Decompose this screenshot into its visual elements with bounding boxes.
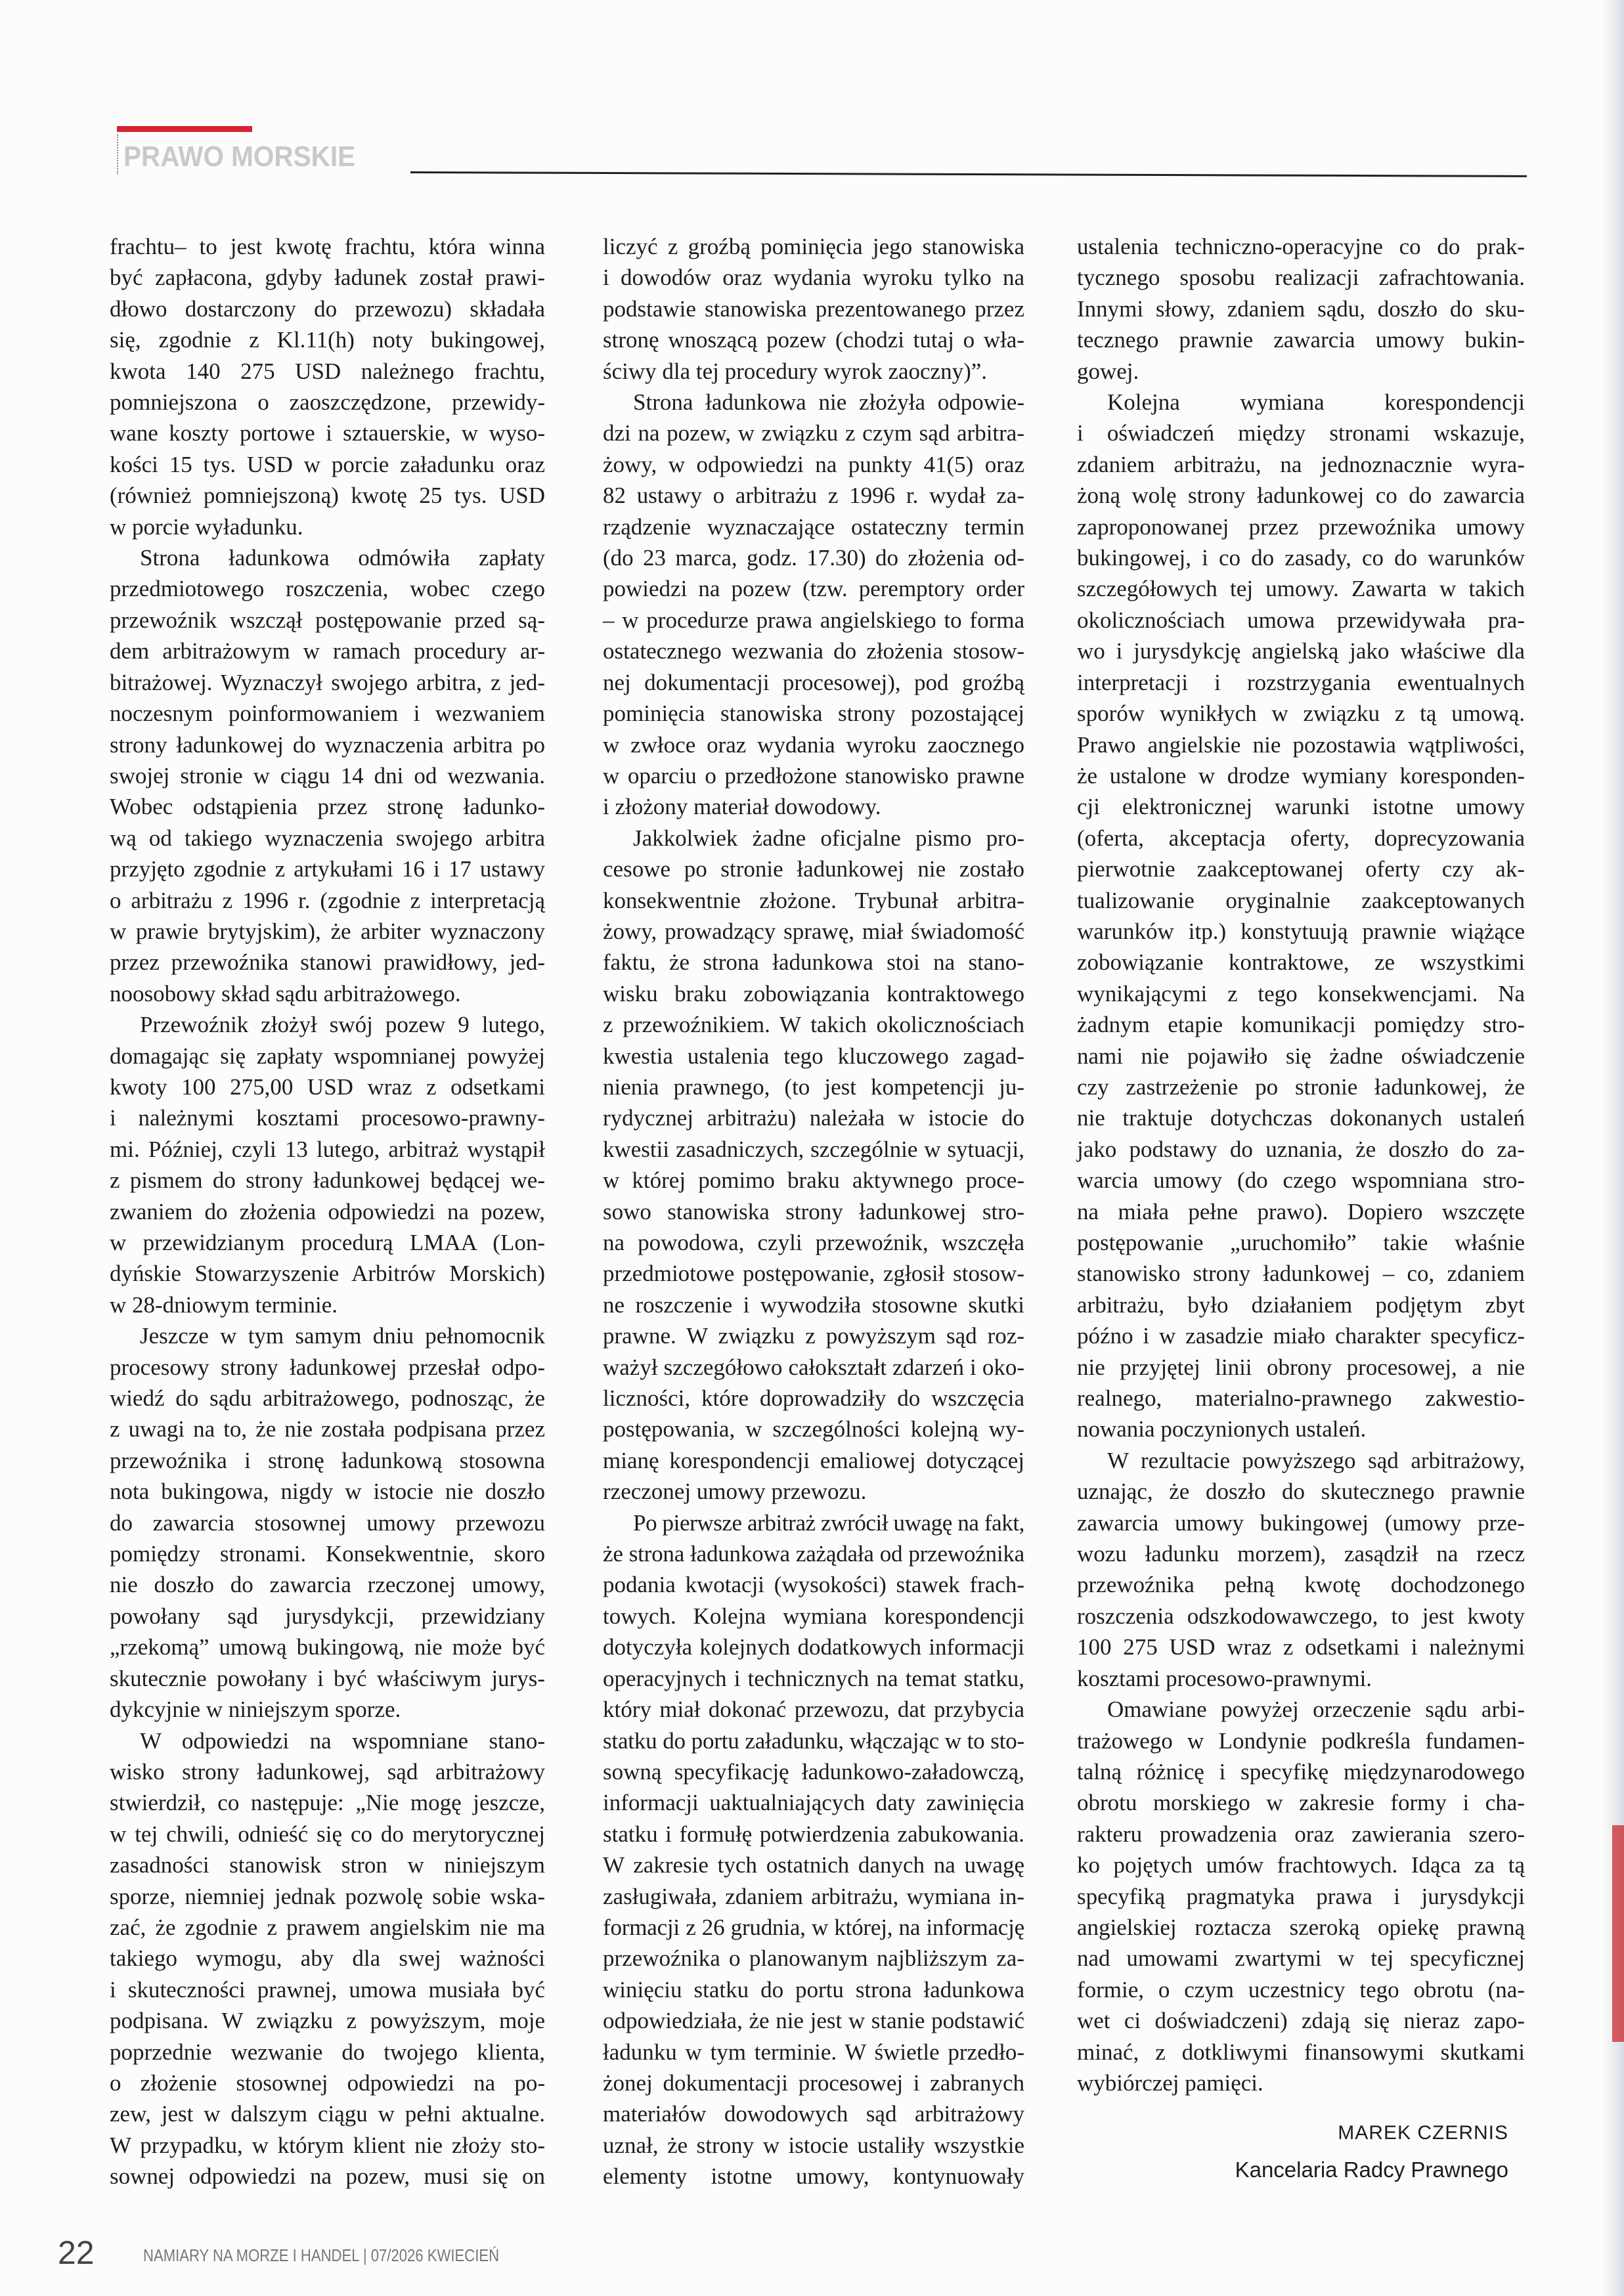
- text-line: dykcyjnie w niniejszym sporze.: [110, 1697, 401, 1723]
- text-line: wo i jurysdykcję angielską jako właściwe dla: [1077, 638, 1525, 664]
- text-line: i należnymi kosztami procesowo-prawny-: [110, 1105, 545, 1131]
- text-line: który miał dokonać przewozu, dat przybycia: [603, 1697, 1024, 1723]
- paragraph: [603, 387, 1024, 823]
- text-line: frachtu– to jest kwotę frachtu, która winna: [110, 234, 545, 259]
- text-line: sowo stanowiska strony ładunkowej stro-: [603, 1198, 1024, 1224]
- text-line: w zwłoce oraz wydania wyroku zaocznego: [603, 731, 1024, 758]
- text-line: podpisana. W związku z powyższym, moje: [110, 2008, 545, 2034]
- text-line: się, zgodnie z Kl.11(h) noty bukingowej,: [110, 327, 545, 353]
- text-line: W odpowiedzi na wspomniane stano-: [140, 1727, 545, 1754]
- text-line: w prawie brytyjskim), że arbiter wyznaczony: [110, 918, 545, 944]
- text-line: „rzekomą” umową bukingową, nie może być: [110, 1634, 545, 1660]
- text-line: późno i w zasadzie miało charakter specyficz-: [1077, 1323, 1525, 1349]
- text-line: w przewidzianym procedurą LMAA (Lon-: [110, 1230, 545, 1255]
- text-line: dem arbitrażowym w ramach procedury ar-: [110, 638, 545, 664]
- text-line: o arbitrażu z 1996 r. (zgodnie z interpretacją: [110, 887, 545, 913]
- text-line: ładunku w tym terminie. W świetle przedło-: [603, 2039, 1024, 2065]
- text-line: podania kwotacji (wysokości) stawek frach-: [603, 1572, 1024, 1598]
- text-line: i złożony materiał dowodowy.: [603, 794, 881, 820]
- text-line: domagając się zapłaty wspomnianej powyżej: [110, 1043, 545, 1069]
- text-line: wynikającymi z tego konsekwencjami. Na: [1077, 980, 1525, 1007]
- text-line: rządzenie wyznaczające ostateczny termin: [603, 513, 1024, 540]
- text-line: zać, że zgodnie z prawem angielskim nie ma: [110, 1914, 545, 1940]
- text-line: stwierdził, co następuje: „Nie mogę jeszcze,: [110, 1790, 545, 1816]
- text-line: noczesnym poinformowaniem i wezwaniem: [110, 701, 545, 727]
- text-line: postępowanie „uruchomiło” takie właśnie: [1077, 1230, 1525, 1255]
- text-line: żadnym etapie komunikacji pomiędzy stro-: [1077, 1012, 1525, 1038]
- text-line: wozu ładunku morzem), zasądził na rzecz: [1077, 1541, 1525, 1567]
- text-line: i dowodów oraz wydania wyroku tylko na: [603, 265, 1024, 291]
- text-line: do zawarcia stosownej umowy przewozu: [110, 1509, 545, 1536]
- text-line: nienia prawnego, (to jest kompetencji ju-: [603, 1073, 1024, 1100]
- text-line: rzeczonej umowy przewozu.: [603, 1479, 867, 1505]
- text-line: obrotu morskiego w zakresie formy i cha-: [1077, 1790, 1525, 1816]
- article-column-2: [603, 231, 1024, 2192]
- text-line: mi. Później, czyli 13 lutego, arbitraż wystąpił: [110, 1136, 545, 1162]
- text-line: przewoźnika o planowanym najbliższym za-: [603, 1945, 1024, 1972]
- text-line: liczności, które doprowadziły do wszczęcia: [603, 1385, 1024, 1412]
- text-line: ne roszczenie i wywodziła stosowne skutki: [603, 1291, 1024, 1318]
- text-line: powiedzi na pozew (tzw. peremptory order: [603, 576, 1024, 602]
- text-line: przyjęto zgodnie z artykułami 16 i 17 ustawy: [110, 856, 545, 882]
- text-line: rakteru prowadzenia oraz zawierania szero-: [1077, 1821, 1525, 1847]
- text-line: wisku braku zobowiązania kontraktowego: [603, 980, 1024, 1007]
- text-line: że strona ładunkowa zażądała od przewoźnika: [603, 1541, 1024, 1567]
- page-edge-shadow: [1602, 0, 1624, 2296]
- text-line: kwestia ustalenia tego kluczowego zagad-: [603, 1043, 1024, 1069]
- text-line: z przewoźnikiem. W takich okolicznościach: [603, 1012, 1024, 1038]
- text-line: zwaniem do złożenia odpowiedzi na pozew,: [110, 1198, 545, 1224]
- text-line: Przewoźnik złożył swój pozew 9 lutego,: [140, 1012, 545, 1038]
- header-rule: [410, 171, 1527, 177]
- text-line: zaproponowanej przez przewoźnika umowy: [1077, 513, 1525, 540]
- text-line: W rezultacie powyższego sąd arbitrażowy,: [1107, 1447, 1525, 1473]
- text-line: winięciu statku do portu strona ładunkowa: [603, 1976, 1024, 2003]
- text-line: zasługiwała, zdaniem arbitrażu, wymiana in-: [603, 1883, 1024, 1909]
- text-line: żoną wolę strony ładunkowej co do zawarcia: [1077, 483, 1525, 509]
- text-line: ściwy dla tej procedury wyrok zaoczny)”.: [603, 358, 988, 384]
- text-line: tycznego sposobu realizacji zafrachtowania.: [1077, 265, 1525, 291]
- text-line: prawne. W związku z powyższym sąd roz-: [603, 1323, 1024, 1349]
- text-line: informacji uaktualniających daty zawinięcia: [603, 1790, 1024, 1816]
- text-line: (również pomniejszoną) kwotę 25 tys. USD: [110, 483, 545, 509]
- text-line: nej dokumentacji procesowej), pod groźbą: [603, 669, 1024, 695]
- text-line: bukingowej, i co do zasady, co do warunków: [1077, 545, 1525, 571]
- text-line: być zapłacona, gdyby ładunek został prawi-: [110, 265, 545, 291]
- text-line: Strona ładunkowa odmówiła zapłaty: [140, 545, 545, 571]
- text-line: towych. Kolejna wymiana korespondencji: [603, 1603, 1024, 1629]
- text-line: konsekwentnie złożone. Trybunał arbitra-: [603, 887, 1024, 913]
- text-line: liczyć z groźbą pominięcia jego stanowiska: [603, 234, 1024, 259]
- text-line: na miała pełne prawo). Dopiero wszczęte: [1077, 1198, 1525, 1224]
- publication-info: NAMIARY NA MORZE I HANDEL | 07/2026 KWIECIEŃ: [143, 2245, 500, 2265]
- text-line: uznając, że doszło do skutecznego prawnie: [1077, 1479, 1525, 1505]
- paragraph: [110, 1320, 545, 1725]
- text-line: ko pojętych umów frachtowych. Idąca za tą: [1077, 1852, 1525, 1878]
- paragraph: [110, 1009, 545, 1320]
- text-line: takiego wymogu, aby dla swej ważności: [110, 1945, 545, 1972]
- text-line: przedmiotowe postępowanie, zgłosił stosow-: [603, 1261, 1024, 1287]
- text-line: pominięcia stanowiska strony pozostającej: [603, 701, 1024, 727]
- text-line: rydycznej arbitrażu) należała w istocie do: [603, 1105, 1024, 1131]
- text-line: (do 23 marca, godz. 17.30) do złożenia od-: [603, 545, 1024, 571]
- text-line: pomiędzy stronami. Konsekwentnie, skoro: [110, 1541, 545, 1567]
- text-line: zasadności stanowisk stron w niniejszym: [110, 1852, 545, 1878]
- text-line: kosztami procesowo-prawnymi.: [1077, 1665, 1372, 1691]
- text-line: angielskiej roztacza szeroką opiekę prawną: [1077, 1914, 1525, 1940]
- text-line: na powodowa, czyli przewoźnik, wszczęła: [603, 1230, 1024, 1255]
- text-line: okolicznościach umowa przewidywała pra-: [1077, 607, 1525, 633]
- text-line: specyfiką pragmatyka prawa i jurysdykcji: [1077, 1883, 1525, 1909]
- text-line: kwestii zasadniczych, szczególnie w sytuacji,: [603, 1136, 1024, 1162]
- text-line: talną różnicę i specyfikę międzynarodowego: [1077, 1758, 1525, 1785]
- text-line: nota bukingowa, nigdy w istocie nie doszło: [110, 1479, 545, 1505]
- text-line: kości 15 tys. USD w porcie załadunku oraz: [110, 451, 545, 477]
- text-line: przez przewoźnika stanowi prawidłowy, jed-: [110, 949, 545, 976]
- text-line: dyńskie Stowarzyszenie Arbitrów Morskich): [110, 1261, 545, 1287]
- text-line: nowania poczynionych ustaleń.: [1077, 1416, 1367, 1442]
- text-line: wybiórczej pamięci.: [1077, 2069, 1263, 2096]
- text-line: faktu, że strona ładunkowa stoi na stano-: [603, 949, 1024, 976]
- text-line: zew, jest w dalszym ciągu w pełni aktualne.: [110, 2101, 545, 2127]
- text-line: kwoty 100 275,00 USD wraz z odsetkami: [110, 1073, 545, 1100]
- text-line: tecznego prawnie zawarcia umowy bukin-: [1077, 327, 1525, 353]
- text-line: wiedź do sądu arbitrażowego, podnosząc, że: [110, 1385, 545, 1412]
- text-line: wisko strony ładunkowej, sąd arbitrażowy: [110, 1758, 545, 1785]
- text-line: żonej dokumentacji procesowej i zabranych: [603, 2069, 1024, 2096]
- article-column-1: [110, 231, 545, 2192]
- text-line: cesowe po stronie ładunkowej nie zostało: [603, 856, 1024, 882]
- text-line: W zakresie tych ostatnich danych na uwagę: [603, 1852, 1024, 1878]
- text-line: wą od takiego wyznaczenia swojego arbitra: [110, 825, 545, 851]
- text-line: ostatecznego wezwania do złożenia stosow-: [603, 638, 1024, 664]
- text-line: procesowy strony ładunkowej przesłał odpo-: [110, 1354, 545, 1380]
- text-line: dłowo dostarczony do przewozu) składała: [110, 295, 545, 322]
- text-line: materiałów dowodowych sąd arbitrażowy: [603, 2101, 1024, 2127]
- text-line: swojej stronie w ciągu 14 dni od wezwania.: [110, 762, 545, 789]
- text-line: stanowisko strony ładunkowej – co, zdaniem: [1077, 1261, 1525, 1287]
- text-line: sownej odpowiedzi na pozew, musi się on: [110, 2163, 545, 2190]
- text-line: że ustalone w drodze wymiany koresponden-: [1077, 762, 1525, 789]
- text-line: ważył szczegółowo całokształt zdarzeń i oko-: [603, 1354, 1024, 1380]
- text-line: strony ładunkowej do wyznaczenia arbitra po: [110, 731, 545, 758]
- paragraph: [603, 1507, 1024, 2192]
- text-line: zobowiązanie kontraktowe, ze wszystkimi: [1077, 949, 1525, 976]
- text-line: formie, o czym uczestnicy tego obrotu (na-: [1077, 1976, 1525, 2003]
- paragraph: [603, 231, 1024, 387]
- text-line: powołany sąd jurysdykcji, przewidziany: [110, 1603, 545, 1629]
- text-line: w tej chwili, odnieść się co do merytorycznej: [110, 1821, 545, 1847]
- text-line: dzi na pozew, w związku z czym sąd arbitra-: [603, 420, 1024, 446]
- text-line: nie traktuje dotychczas dokonanych ustaleń: [1077, 1105, 1525, 1131]
- page-number: 22: [58, 2234, 95, 2271]
- text-line: kwota 140 275 USD należnego frachtu,: [110, 358, 545, 384]
- text-line: nie przyjętej linii obrony procesowej, a nie: [1077, 1354, 1525, 1380]
- text-line: w oparciu o przedłożone stanowisko prawne: [603, 762, 1024, 789]
- paragraph: [1077, 231, 1525, 387]
- text-line: minać, z dotkliwymi finansowymi skutkami: [1077, 2039, 1525, 2065]
- text-line: pierwotnie zaakceptowanej oferty czy ak-: [1077, 856, 1525, 882]
- text-line: skutecznie powołany i być właściwym jurys-: [110, 1665, 545, 1691]
- text-line: cji elektronicznej warunki istotne umowy: [1077, 794, 1525, 820]
- text-line: uznał, że strony w istocie ustaliły wszystkie: [603, 2132, 1024, 2158]
- text-line: ustalenia techniczno-operacyjne co do prak-: [1077, 234, 1525, 259]
- text-line: odpowiedziała, że nie jest w stanie podstawić: [603, 2008, 1024, 2034]
- text-line: nad umowami zwartymi w tej specyficznej: [1077, 1945, 1525, 1972]
- text-line: warcia umowy (do czego wspomniana stro-: [1077, 1167, 1525, 1194]
- text-line: przedmiotowego roszczenia, wobec czego: [110, 576, 545, 602]
- text-line: czy zastrzeżenie po stronie ładunkowej, że: [1077, 1073, 1525, 1100]
- text-line: operacyjnych i technicznych na temat statku,: [603, 1665, 1024, 1691]
- text-line: Jakkolwiek żadne oficjalne pismo pro-: [633, 825, 1024, 851]
- text-line: Prawo angielskie nie pozostawia wątpliwości,: [1077, 731, 1525, 758]
- text-line: formacji z 26 grudnia, w której, na informację: [603, 1914, 1024, 1940]
- text-line: mianę korespondencji emaliowej dotyczącej: [603, 1447, 1024, 1473]
- article-column-3: [1077, 231, 1525, 2098]
- text-line: (oferta, akceptacja oferty, doprecyzowania: [1077, 825, 1525, 851]
- paragraph: [110, 231, 545, 542]
- text-line: nie doszło do zawarcia rzeczonej umowy,: [110, 1572, 545, 1598]
- text-line: w porcie wyładunku.: [110, 513, 303, 540]
- paragraph: [110, 1725, 545, 2192]
- text-line: zawarcia umowy bukingowej (umowy prze-: [1077, 1509, 1525, 1536]
- text-line: Omawiane powyżej orzeczenie sądu arbi-: [1107, 1697, 1525, 1723]
- text-line: nami nie pojawiło się żadne oświadczenie: [1077, 1043, 1525, 1069]
- text-line: przewoźnika pełną kwotę dochodzonego: [1077, 1572, 1525, 1598]
- text-line: wane koszty portowe i sztauerskie, w wyso-: [110, 420, 545, 446]
- text-line: sowną specyfikację ładunkowo-załadowczą,: [603, 1758, 1024, 1785]
- next-page-edge-accent: [1612, 1825, 1624, 2042]
- text-line: – w procedurze prawa angielskiego to forma: [603, 607, 1024, 633]
- text-line: i oświadczeń między stronami wskazuje,: [1077, 420, 1525, 446]
- paragraph: [603, 823, 1024, 1507]
- author-firm: Kancelaria Radcy Prawnego: [1235, 2157, 1508, 2182]
- text-line: 100 275 USD wraz z odsetkami i należnymi: [1077, 1634, 1525, 1660]
- text-line: dotyczyła kolejnych dodatkowych informacji: [603, 1634, 1024, 1660]
- paragraph: [1077, 1694, 1525, 2098]
- text-line: elementy istotne umowy, kontynuowały: [603, 2163, 1024, 2190]
- text-line: statku do portu załadunku, włączając w to sto-: [603, 1727, 1024, 1754]
- text-line: i skuteczności prawnej, umowa musiała być: [110, 1976, 545, 2003]
- text-line: jako podstawy do uznania, że doszło do za-: [1077, 1136, 1525, 1162]
- text-line: 82 ustawy o arbitrażu z 1996 r. wydał za-: [603, 483, 1024, 509]
- text-line: przewoźnik wszczął postępowanie przed są-: [110, 607, 545, 633]
- text-line: postępowania, w szczególności kolejną wy-: [603, 1416, 1024, 1442]
- text-line: z pismem do strony ładunkowej będącej we-: [110, 1167, 545, 1194]
- text-line: szczegółowych tej umowy. Zawarta w takich: [1077, 576, 1525, 602]
- text-line: Kolejna wymiana korespondencji: [1107, 389, 1525, 416]
- section-accent-bar: [117, 126, 252, 132]
- text-line: realnego, materialno-prawnego zakwestio-: [1077, 1385, 1525, 1412]
- text-line: stronę wnoszącą pozew (chodzi tutaj o wła-: [603, 327, 1024, 353]
- paragraph: [1077, 1445, 1525, 1694]
- text-line: Innymi słowy, zdaniem sądu, doszło do sku-: [1077, 295, 1525, 322]
- text-line: interpretacji i rozstrzygania ewentualnych: [1077, 669, 1525, 695]
- text-line: pomniejszona o zaoszczędzone, przewidy-: [110, 389, 545, 416]
- text-line: gowej.: [1077, 358, 1139, 384]
- text-line: tualizowanie oryginalnie zaakceptowanych: [1077, 887, 1525, 913]
- paragraph: [1077, 387, 1525, 1445]
- text-line: w 28-dniowym terminie.: [110, 1291, 338, 1318]
- text-line: poprzednie wezwanie do twojego klienta,: [110, 2039, 545, 2065]
- text-line: sporze, niemniej jednak pozwolę sobie wska-: [110, 1883, 545, 1909]
- text-line: w której pomimo braku aktywnego proce-: [603, 1167, 1024, 1194]
- text-line: warunków itp.) konstytuują prawnie wiążące: [1077, 918, 1525, 944]
- author-name: MAREK CZERNIS: [1338, 2122, 1508, 2144]
- text-line: bitrażowej. Wyznaczył swojego arbitra, z jed-: [110, 669, 545, 695]
- text-line: Strona ładunkowa nie złożyła odpowie-: [633, 389, 1024, 416]
- text-line: żowy, w odpowiedzi na punkty 41(5) oraz: [603, 451, 1024, 477]
- text-line: roszczenia odszkodowawczego, to jest kwoty: [1077, 1603, 1525, 1629]
- text-line: Po pierwsze arbitraż zwrócił uwagę na fakt,: [633, 1509, 1025, 1536]
- text-line: Wobec odstąpienia przez stronę ładunko-: [110, 794, 545, 820]
- text-line: z uwagi na to, że nie została podpisana przez: [110, 1416, 545, 1442]
- text-line: sporów wynikłych w związku z tą umową.: [1077, 701, 1525, 727]
- text-line: zdaniem arbitrażu, na jednoznacznie wyra-: [1077, 451, 1525, 477]
- paragraph: [110, 542, 545, 1009]
- text-line: podstawie stanowiska prezentowanego przez: [603, 295, 1024, 322]
- text-line: Jeszcze w tym samym dniu pełnomocnik: [140, 1323, 545, 1349]
- text-line: przewoźnika i stronę ładunkową stosowna: [110, 1447, 545, 1473]
- text-line: wet ci doświadczeni) zdają się nieraz zapo-: [1077, 2008, 1525, 2034]
- text-line: o złożenie stosownej odpowiedzi na po-: [110, 2069, 545, 2096]
- section-title: PRAWO MORSKIE: [123, 141, 356, 173]
- text-line: trażowego w Londynie podkreśla fundamen-: [1077, 1727, 1525, 1754]
- text-line: noosobowy skład sądu arbitrażowego.: [110, 980, 461, 1007]
- text-line: arbitrażu, było działaniem podjętym zbyt: [1077, 1291, 1525, 1318]
- section-dotted-line: [117, 135, 118, 174]
- text-line: statku i formułę potwierdzenia zabukowania.: [603, 1821, 1024, 1847]
- text-line: W przypadku, w którym klient nie złoży sto-: [110, 2132, 545, 2158]
- text-line: żowy, prowadzący sprawę, miał świadomość: [603, 918, 1024, 944]
